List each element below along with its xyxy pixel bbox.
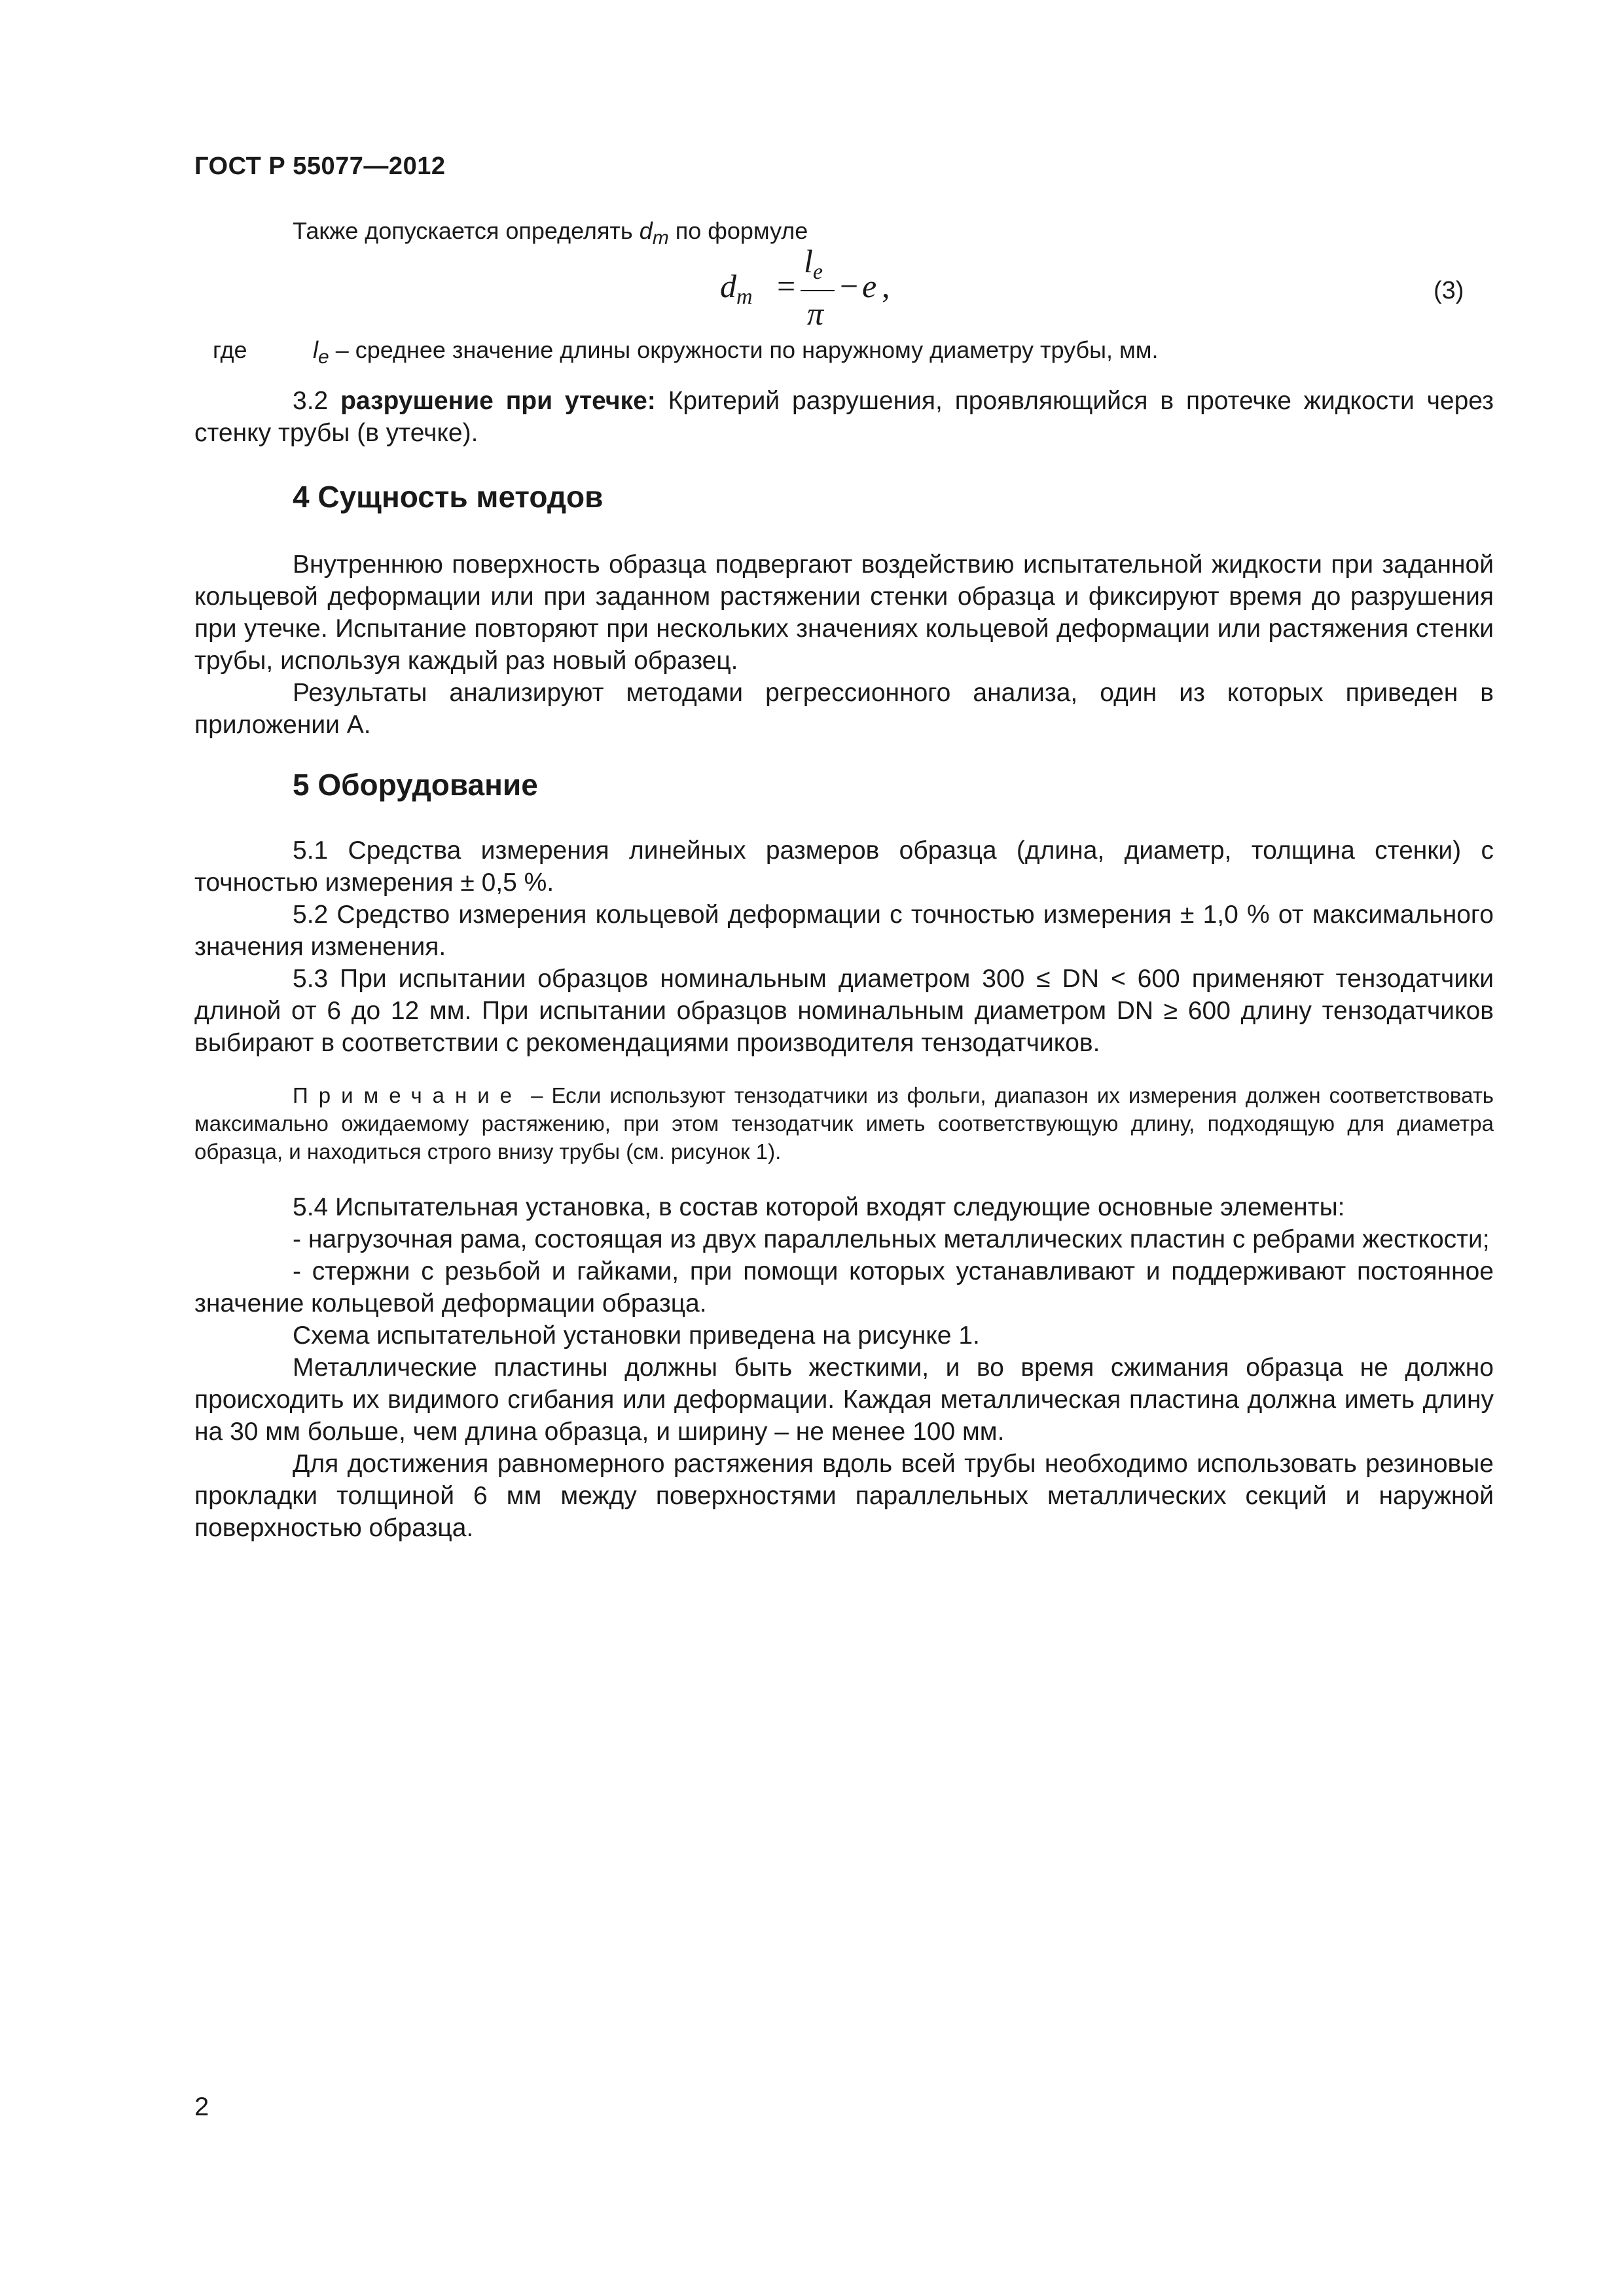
clause-5-4: 5.4 Испытательная установка, в состав которой входят следующие основные элементы: [293,1193,1345,1221]
formula-num-var: l [804,243,813,279]
formula-comma: , [882,268,890,304]
section-4-body [194,548,1494,741]
formula-numerator [804,245,823,288]
where-word: где [213,336,247,363]
section-4-title: 4 Сущность методов [293,480,604,514]
formula-intro-var: d [639,217,653,244]
section-4-paragraph-1: Внутреннюю поверхность образца подвергают воздействию испытательной жидкости при заданной кольцевой деформации или при заданном растяжении стенки образца и фиксируют время до разрушения при утечке. Испытание повторяют при нескольких значениях кольцевой деформации или растяжения стенки трубы, используя каждый раз новый образец. [194,550,1494,675]
formula-e: e [862,268,877,304]
clause-3-2 [194,385,1494,449]
list-item-rods: - стержни с резьбой и гайками, при помощи которых устанавливают и поддерживают постоянное значение кольцевой деформации образца. [194,1257,1494,1318]
document-header: ГОСТ Р 55077—2012 [194,152,446,180]
clause-5-2: 5.2 Средство измерения кольцевой деформации с точностью измерения ± 1,0 % от максимального значения изменения. [194,901,1494,961]
formula-denominator: π [807,295,824,332]
note-text: – Если используют тензодатчики из фольги, диапазон их измерения должен соответствовать максимально ожидаемому растяжению, при этом тензодатчик иметь соответствующую длину, подходящую для диаметра образца, и находиться строго внизу трубы (см. рисунок 1). [194,1083,1494,1164]
section-5-title: 5 Оборудование [293,768,538,802]
where-definition [313,334,1158,373]
paragraph-plates: Металлические пластины должны быть жесткими, и во время сжимания образца не должно происходить их видимого сгибания или деформации. Каждая металлическая пластина должна иметь длину на 30 мм больше, чем длина образца, и ширину – не менее 100 мм. [194,1354,1494,1446]
formula-3 [720,245,916,331]
page-number: 2 [194,2092,209,2121]
formula-intro-tail: по формуле [668,217,808,244]
formula-intro-text: Также допускается определять [293,217,633,244]
clause-5-3: 5.3 При испытании образцов номинальным диаметром 300 ≤ DN < 600 применяют тензодатчики длиной от 6 до 12 мм. При испытании образцов номинальным диаметром DN ≥ 600 длину тензодатчиков выбирают в соответствии с рекомендациями производителя тензодатчиков. [194,965,1494,1057]
where-text: – среднее значение длины окружности по наружному диаметру трубы, мм. [329,336,1159,363]
section-5-body-1 [194,834,1494,1059]
note-label: Примечание [293,1083,523,1107]
section-5-body-2 [194,1191,1494,1544]
section-4-paragraph-2: Результаты анализируют методами регрессионного анализа, один из которых приведен в приложении А. [194,679,1494,739]
formula-num-sub: e [812,260,823,284]
formula-minus: − [840,268,859,304]
formula-lhs-var: d [720,268,736,304]
clause-3-2-number: 3.2 [293,387,341,415]
fraction-bar [801,290,835,291]
formula-number: (3) [1434,277,1464,304]
clause-3-2-term: разрушение при утечке: [340,387,656,415]
formula-lhs [720,270,753,313]
clause-3-2-text: Критерий разрушения, проявляющийся в протечке жидкости через стенку трубы (в утечке). [194,387,1494,447]
formula-equals: = [777,268,796,304]
list-item-frame: - нагрузочная рама, состоящая из двух параллельных металлических пластин с ребрами жесткости; [293,1225,1490,1253]
note-block [194,1081,1494,1166]
paragraph-scheme: Схема испытательной установки приведена на рисунке 1. [293,1321,980,1350]
where-var: l [313,336,318,363]
formula-lhs-sub: m [736,285,753,309]
where-var-sub: e [318,346,329,368]
paragraph-gaskets: Для достижения равномерного растяжения вдоль всей трубы необходимо использовать резиновые прокладки толщиной 6 мм между поверхностями параллельных металлических секций и наружной поверхностью образца. [194,1450,1494,1542]
clause-5-1: 5.1 Средства измерения линейных размеров образца (длина, диаметр, толщина стенки) с точностью измерения ± 0,5 %. [194,836,1494,897]
formula-intro-var-sub: m [652,227,669,249]
